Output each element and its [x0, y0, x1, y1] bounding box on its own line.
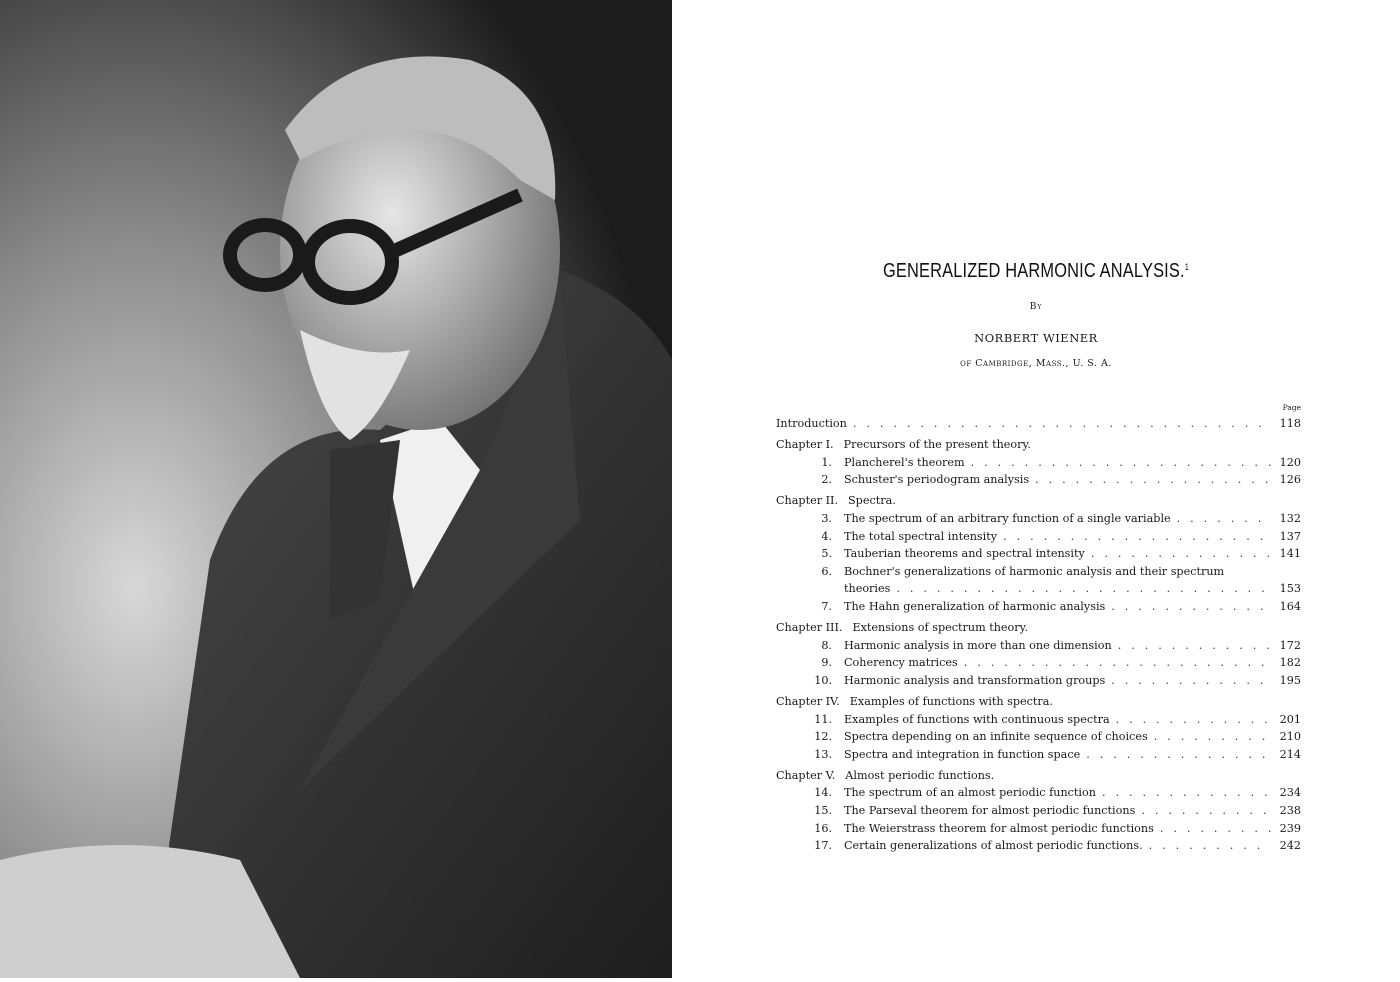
- dot-leader: [1102, 784, 1271, 802]
- section-number: 5.: [821, 547, 832, 561]
- dot-leader: [1003, 528, 1271, 546]
- toc-entry-continuation[interactable]: [776, 580, 1301, 598]
- chapter-title: Extensions of spectrum theory.: [852, 621, 1029, 635]
- toc-entry[interactable]: [776, 471, 1301, 489]
- dot-leader: [964, 654, 1271, 672]
- section-number: 7.: [821, 599, 832, 613]
- toc-entry-title: The total spectral intensity: [844, 529, 998, 543]
- section-number: 1.: [821, 455, 832, 469]
- toc-entry[interactable]: [776, 672, 1301, 690]
- section-number: 4.: [821, 529, 832, 543]
- toc-entry-title: Bochner's generalizations of harmonic analysis and their spectrum: [844, 564, 1225, 578]
- toc-page-number: 126: [1279, 473, 1301, 487]
- toc-page-number: 242: [1279, 839, 1301, 853]
- toc-entry[interactable]: [776, 784, 1301, 802]
- chapter-label: Chapter II.: [776, 494, 839, 508]
- dot-leader: [1086, 746, 1271, 764]
- footnote-mark[interactable]: 1: [1184, 262, 1189, 272]
- portrait-photo: [0, 0, 672, 978]
- toc-entry-title: Introduction: [776, 417, 847, 430]
- toc-entry-title: The Parseval theorem for almost periodic functions: [844, 803, 1136, 817]
- toc-entry-title: The spectrum of an arbitrary function of a single variable: [844, 511, 1171, 525]
- toc-entry-title: Schuster's periodogram analysis: [844, 473, 1030, 487]
- portrait-image: [0, 0, 672, 978]
- toc-entry-title: Certain generalizations of almost periodic functions.: [844, 839, 1143, 853]
- chapter-title: Spectra.: [848, 494, 896, 508]
- toc-entry[interactable]: [776, 545, 1301, 563]
- toc-page-number: 137: [1279, 529, 1301, 543]
- author-name: NORBERT WIENER: [974, 331, 1098, 345]
- toc-page-number: 201: [1279, 712, 1301, 726]
- dot-leader: [853, 415, 1271, 433]
- toc-entry[interactable]: [776, 820, 1301, 838]
- table-of-contents: [776, 415, 1301, 855]
- toc-entry[interactable]: [776, 802, 1301, 820]
- section-number: 3.: [821, 511, 832, 525]
- toc-entry-title: Examples of functions with continuous spectra: [844, 712, 1110, 726]
- dot-leader: [971, 454, 1271, 472]
- section-number: 12.: [814, 730, 832, 744]
- section-number: 11.: [814, 712, 832, 726]
- toc-entry[interactable]: [776, 637, 1301, 655]
- toc-entry[interactable]: [776, 454, 1301, 472]
- section-number: 6.: [821, 564, 832, 578]
- toc-entry[interactable]: [776, 528, 1301, 546]
- toc-page-number: 141: [1279, 547, 1301, 561]
- toc-page-number: 182: [1279, 656, 1301, 670]
- toc-entry[interactable]: [776, 711, 1301, 729]
- toc-page-number: 239: [1279, 821, 1301, 835]
- section-number: 14.: [814, 786, 832, 800]
- toc-page-number: 120: [1279, 455, 1301, 469]
- toc-page-number: 214: [1279, 747, 1301, 761]
- toc-entry-title: The Weierstrass theorem for almost periodic functions: [844, 821, 1154, 835]
- page-column-header: Page: [1282, 403, 1301, 412]
- title-text: GENERALIZED HARMONIC ANALYSIS.: [883, 260, 1185, 282]
- toc-chapter-heading[interactable]: [776, 767, 1301, 785]
- toc-entry[interactable]: [776, 510, 1301, 528]
- dot-leader: [1177, 510, 1271, 528]
- toc-entry-introduction[interactable]: [776, 415, 1301, 433]
- byline: By: [1029, 302, 1043, 312]
- toc-page-number: 210: [1279, 730, 1301, 744]
- toc-entry-title: Tauberian theorems and spectral intensity: [844, 547, 1085, 561]
- chapter-title: Examples of functions with spectra.: [849, 694, 1053, 708]
- toc-page-number: 172: [1279, 638, 1301, 652]
- toc-chapter-heading[interactable]: [776, 436, 1301, 454]
- toc-page-number: 234: [1279, 786, 1301, 800]
- dot-leader: [1091, 545, 1271, 563]
- toc-entry[interactable]: [776, 654, 1301, 672]
- article-title: [738, 260, 1335, 283]
- toc-entry-title: Harmonic analysis in more than one dimension: [844, 638, 1112, 652]
- toc-chapter-heading[interactable]: [776, 693, 1301, 711]
- toc-entry-title: Coherency matrices: [844, 656, 958, 670]
- toc-entry-title: The spectrum of an almost periodic function: [844, 786, 1096, 800]
- toc-entry[interactable]: [776, 563, 1301, 581]
- dot-leader: [1160, 820, 1271, 838]
- dot-leader: [896, 580, 1271, 598]
- dot-leader: [1111, 598, 1271, 616]
- toc-page-number: 153: [1279, 582, 1301, 596]
- section-number: 2.: [821, 473, 832, 487]
- toc-entry-title: Spectra depending on an infinite sequence of choices: [844, 730, 1148, 744]
- dot-leader: [1118, 637, 1271, 655]
- toc-entry-title: The Hahn generalization of harmonic analysis: [844, 599, 1106, 613]
- dot-leader: [1116, 711, 1271, 729]
- section-number: 15.: [814, 803, 832, 817]
- toc-entry-title: Spectra and integration in function space: [844, 747, 1081, 761]
- chapter-label: Chapter V.: [776, 768, 836, 782]
- section-number: 17.: [814, 839, 832, 853]
- dot-leader: [1149, 837, 1271, 855]
- toc-entry[interactable]: [776, 837, 1301, 855]
- section-number: 10.: [814, 673, 832, 687]
- toc-page-number: 164: [1279, 599, 1301, 613]
- toc-chapter-heading[interactable]: [776, 492, 1301, 510]
- chapter-label: Chapter IV.: [776, 694, 840, 708]
- toc-page-number: 132: [1279, 511, 1301, 525]
- toc-entry-title: Plancherel's theorem: [844, 455, 965, 469]
- toc-entry[interactable]: [776, 728, 1301, 746]
- section-number: 16.: [814, 821, 832, 835]
- section-number: 13.: [814, 747, 832, 761]
- toc-entry[interactable]: [776, 746, 1301, 764]
- toc-entry-title-continued: theories: [844, 582, 891, 596]
- chapter-title: Almost periodic functions.: [845, 768, 995, 782]
- toc-chapter-heading[interactable]: [776, 619, 1301, 637]
- toc-page-number: 238: [1279, 803, 1301, 817]
- dot-leader: [1035, 471, 1271, 489]
- dot-leader: [1154, 728, 1271, 746]
- dot-leader: [1111, 672, 1271, 690]
- section-number: 9.: [821, 656, 832, 670]
- chapter-label: Chapter I.: [776, 438, 834, 452]
- chapter-label: Chapter III.: [776, 621, 843, 635]
- chapter-title: Precursors of the present theory.: [843, 438, 1031, 452]
- toc-page-number: 195: [1279, 673, 1301, 687]
- toc-entry-title: Harmonic analysis and transformation groups: [844, 673, 1106, 687]
- author-affiliation: of Cambridge, Mass., U. S. A.: [960, 358, 1112, 369]
- toc-entry[interactable]: [776, 598, 1301, 616]
- section-number: 8.: [821, 638, 832, 652]
- document-page: [672, 0, 1400, 978]
- dot-leader: [1141, 802, 1271, 820]
- toc-page-number: 118: [1279, 417, 1301, 430]
